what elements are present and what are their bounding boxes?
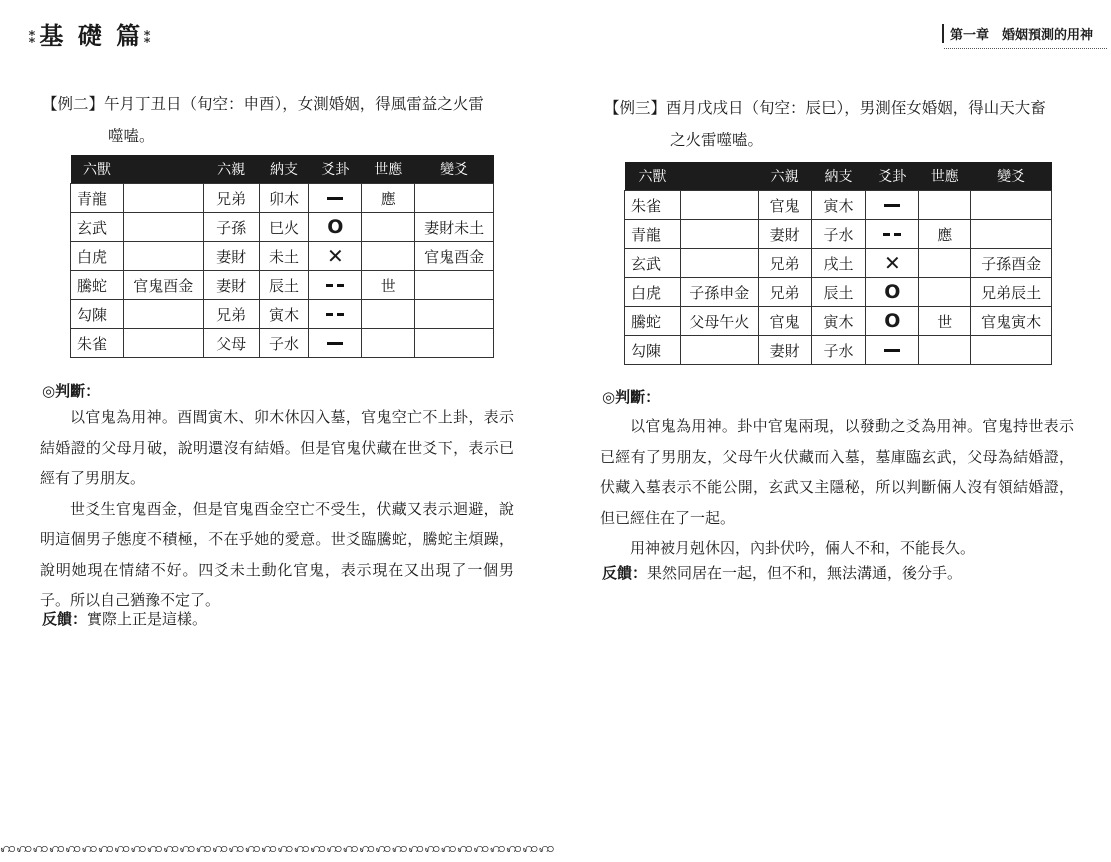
table-cell: 辰土 [811,278,866,307]
column-header: 爻卦 [309,155,362,184]
table-row [71,271,494,300]
table-cell [415,300,494,329]
table-cell: 子水 [259,329,309,358]
moving-yang-icon: O [327,216,344,238]
column-header: 爻卦 [866,162,919,191]
moving-yang-icon: O [884,281,901,303]
table-cell: 官鬼寅木 [971,307,1052,336]
table-cell: 兄弟辰土 [971,278,1052,307]
example-heading [42,88,484,152]
column-header: 六親 [203,155,259,184]
table-cell [971,220,1052,249]
table-cell: 兄弟 [758,278,811,307]
section-mark [28,16,154,51]
table-cell [680,220,758,249]
table-cell [362,300,415,329]
table-cell: 青龍 [625,220,681,249]
table-cell: 白虎 [71,242,124,271]
table-cell: 寅木 [259,300,309,329]
table-cell: 父母午火 [680,307,758,336]
table-cell: 世 [362,271,415,300]
table-row [71,184,494,213]
example-line-1: 【例三】酉月戊戌日（旬空：辰巳），男測侄女婚姻，得山天大畜 [604,99,1046,117]
table-cell: 官鬼酉金 [415,242,494,271]
table-cell [123,184,203,213]
table-cell: 子孫申金 [680,278,758,307]
table-row [625,307,1052,336]
ornament-icon: ⁑ [143,28,155,47]
yao-line-cell [309,213,362,242]
table-cell: 騰蛇 [71,271,124,300]
table-row [71,242,494,271]
column-header [680,162,758,191]
table-cell [123,242,203,271]
table-row [625,249,1052,278]
judge-title: ◎判斷： [602,388,661,406]
table-cell [919,249,971,278]
table-cell: 妻財 [758,336,811,365]
table-cell: 勾陳 [71,300,124,329]
paragraph: 用神被月剋休囚，內卦伏吟，倆人不和，不能長久。 [630,539,976,557]
table-cell [123,300,203,329]
judgment-body [600,411,1074,564]
table-cell: 寅木 [811,191,866,220]
section-mark-title: 基 礎 篇 [39,21,144,50]
yao-line-cell [309,329,362,358]
moving-yin-icon: ✕ [883,251,901,275]
yin-line-icon [326,313,344,316]
table-cell: 兄弟 [203,184,259,213]
chapter-title: 第一章 婚姻預測的用神 [949,28,1093,43]
yang-line-icon [327,197,343,200]
feedback-label: 反饋： [42,610,88,628]
table-cell [415,271,494,300]
table-cell [680,191,758,220]
table-cell: 朱雀 [71,329,124,358]
table-cell: 未土 [259,242,309,271]
example-heading [604,92,1046,156]
table-cell [362,213,415,242]
table-cell: 妻財 [758,220,811,249]
table-cell: 玄武 [71,213,124,242]
table-cell: 妻財未土 [415,213,494,242]
table-cell: 白虎 [625,278,681,307]
table-cell: 子水 [811,336,866,365]
table-cell: 兄弟 [758,249,811,278]
table-cell: 巳火 [259,213,309,242]
yin-line-icon [326,284,344,287]
column-header: 六獸 [625,162,681,191]
yang-line-icon [884,349,900,352]
moving-yin-icon: ✕ [326,244,344,268]
table-cell: 卯木 [259,184,309,213]
table-cell [415,184,494,213]
example-line-2: 之火雷噬嗑。 [670,131,764,149]
table-row [625,220,1052,249]
judgment-body [40,402,514,616]
yao-line-cell [309,271,362,300]
left-page [0,0,555,862]
table-cell [362,329,415,358]
table-cell: 世 [919,307,971,336]
feedback-text: 實際上正是這樣。 [87,610,208,628]
table-row [625,191,1052,220]
header-rule [944,48,1107,49]
paragraph: 以官鬼為用神。卦中官鬼兩現，以發動之爻為用神。官鬼持世表示已經有了男朋友，父母午火伏藏而入墓，墓庫臨玄武，父母為結婚證，伏藏入墓表示不能公開，玄武又主隱秘，所以判斷倆人沒有領結婚證，但已經住在了一起。 [600,417,1074,527]
table-cell: 官鬼酉金 [123,271,203,300]
table-cell: 子孫酉金 [971,249,1052,278]
table-cell: 青龍 [71,184,124,213]
feedback [602,562,962,583]
paragraph: 以官鬼為用神。酉閭寅木、卯木休囚入墓，官鬼空亡不上卦，表示結婚證的父母月破，說明還沒有結婚。但是官鬼伏藏在世爻下，表示已經有了男朋友。 [40,408,514,487]
table-cell [919,278,971,307]
table-header-row [625,162,1052,191]
chapter-header [942,24,1093,43]
column-header: 納支 [259,155,309,184]
column-header: 世應 [362,155,415,184]
yao-line-cell [866,249,919,278]
example-line-1: 【例二】午月丁丑日（旬空：申酉），女測婚姻，得風雷益之火雷 [42,95,484,113]
table-cell [919,336,971,365]
yao-line-cell [309,184,362,213]
table-cell: 妻財 [203,242,259,271]
yin-line-icon [883,233,901,236]
table-cell: 玄武 [625,249,681,278]
hexagram-table [70,155,494,358]
table-cell [123,329,203,358]
example-line-2: 噬嗑。 [108,127,155,145]
table-cell: 官鬼 [758,307,811,336]
column-header: 六親 [758,162,811,191]
yang-line-icon [327,342,343,345]
yao-line-cell [866,191,919,220]
table-cell: 應 [362,184,415,213]
table-row [625,336,1052,365]
column-header: 變爻 [415,155,494,184]
right-page [556,0,1111,862]
table-cell [680,249,758,278]
table-cell: 騰蛇 [625,307,681,336]
table-row [71,329,494,358]
column-header: 變爻 [971,162,1052,191]
hexagram-table [624,162,1052,365]
table-cell: 應 [919,220,971,249]
table-row [71,213,494,242]
table-cell [680,336,758,365]
table-cell: 辰土 [259,271,309,300]
column-header: 六獸 [71,155,124,184]
yao-line-cell [866,336,919,365]
yao-line-cell [309,300,362,329]
table-cell [362,242,415,271]
table-cell [123,213,203,242]
table-cell: 父母 [203,329,259,358]
table-cell: 官鬼 [758,191,811,220]
table-row [71,300,494,329]
column-header: 納支 [811,162,866,191]
table-cell: 戌土 [811,249,866,278]
table-cell: 寅木 [811,307,866,336]
feedback [42,608,207,629]
table-cell [919,191,971,220]
table-cell: 子孫 [203,213,259,242]
ornament-icon: ⁑ [28,28,40,47]
feedback-text: 果然同居在一起，但不和，無法溝通，後分手。 [647,564,963,582]
table-cell: 朱雀 [625,191,681,220]
feedback-label: 反饋： [602,564,648,582]
table-header-row [71,155,494,184]
column-header [123,155,203,184]
table-row [625,278,1052,307]
table-cell [971,336,1052,365]
yao-line-cell [309,242,362,271]
column-header: 世應 [919,162,971,191]
yao-line-cell [866,307,919,336]
footer-decorative-border: ꩲꩲꩲꩲꩲꩲꩲꩲꩲꩲꩲꩲꩲꩲꩲꩲꩲꩲꩲꩲꩲꩲꩲꩲꩲꩲꩲꩲꩲꩲꩲꩲꩲꩲ [0,841,555,856]
table-cell [971,191,1052,220]
yao-line-cell [866,220,919,249]
yao-line-cell [866,278,919,307]
table-cell: 勾陳 [625,336,681,365]
table-cell: 妻財 [203,271,259,300]
judge-title: ◎判斷： [42,382,101,400]
table-cell [415,329,494,358]
moving-yang-icon: O [884,310,901,332]
paragraph: 世爻生官鬼酉金，但是官鬼酉金空亡不受生，伏藏又表示迴避，說明這個男子態度不積極，不在乎她的愛意。世爻臨騰蛇，騰蛇主煩躁，說明她現在情緒不好。四爻未土動化官鬼，表示現在又出現了一個男子。所以自己猶豫不定了。 [40,499,514,609]
table-cell: 兄弟 [203,300,259,329]
table-cell: 子水 [811,220,866,249]
yang-line-icon [884,204,900,207]
